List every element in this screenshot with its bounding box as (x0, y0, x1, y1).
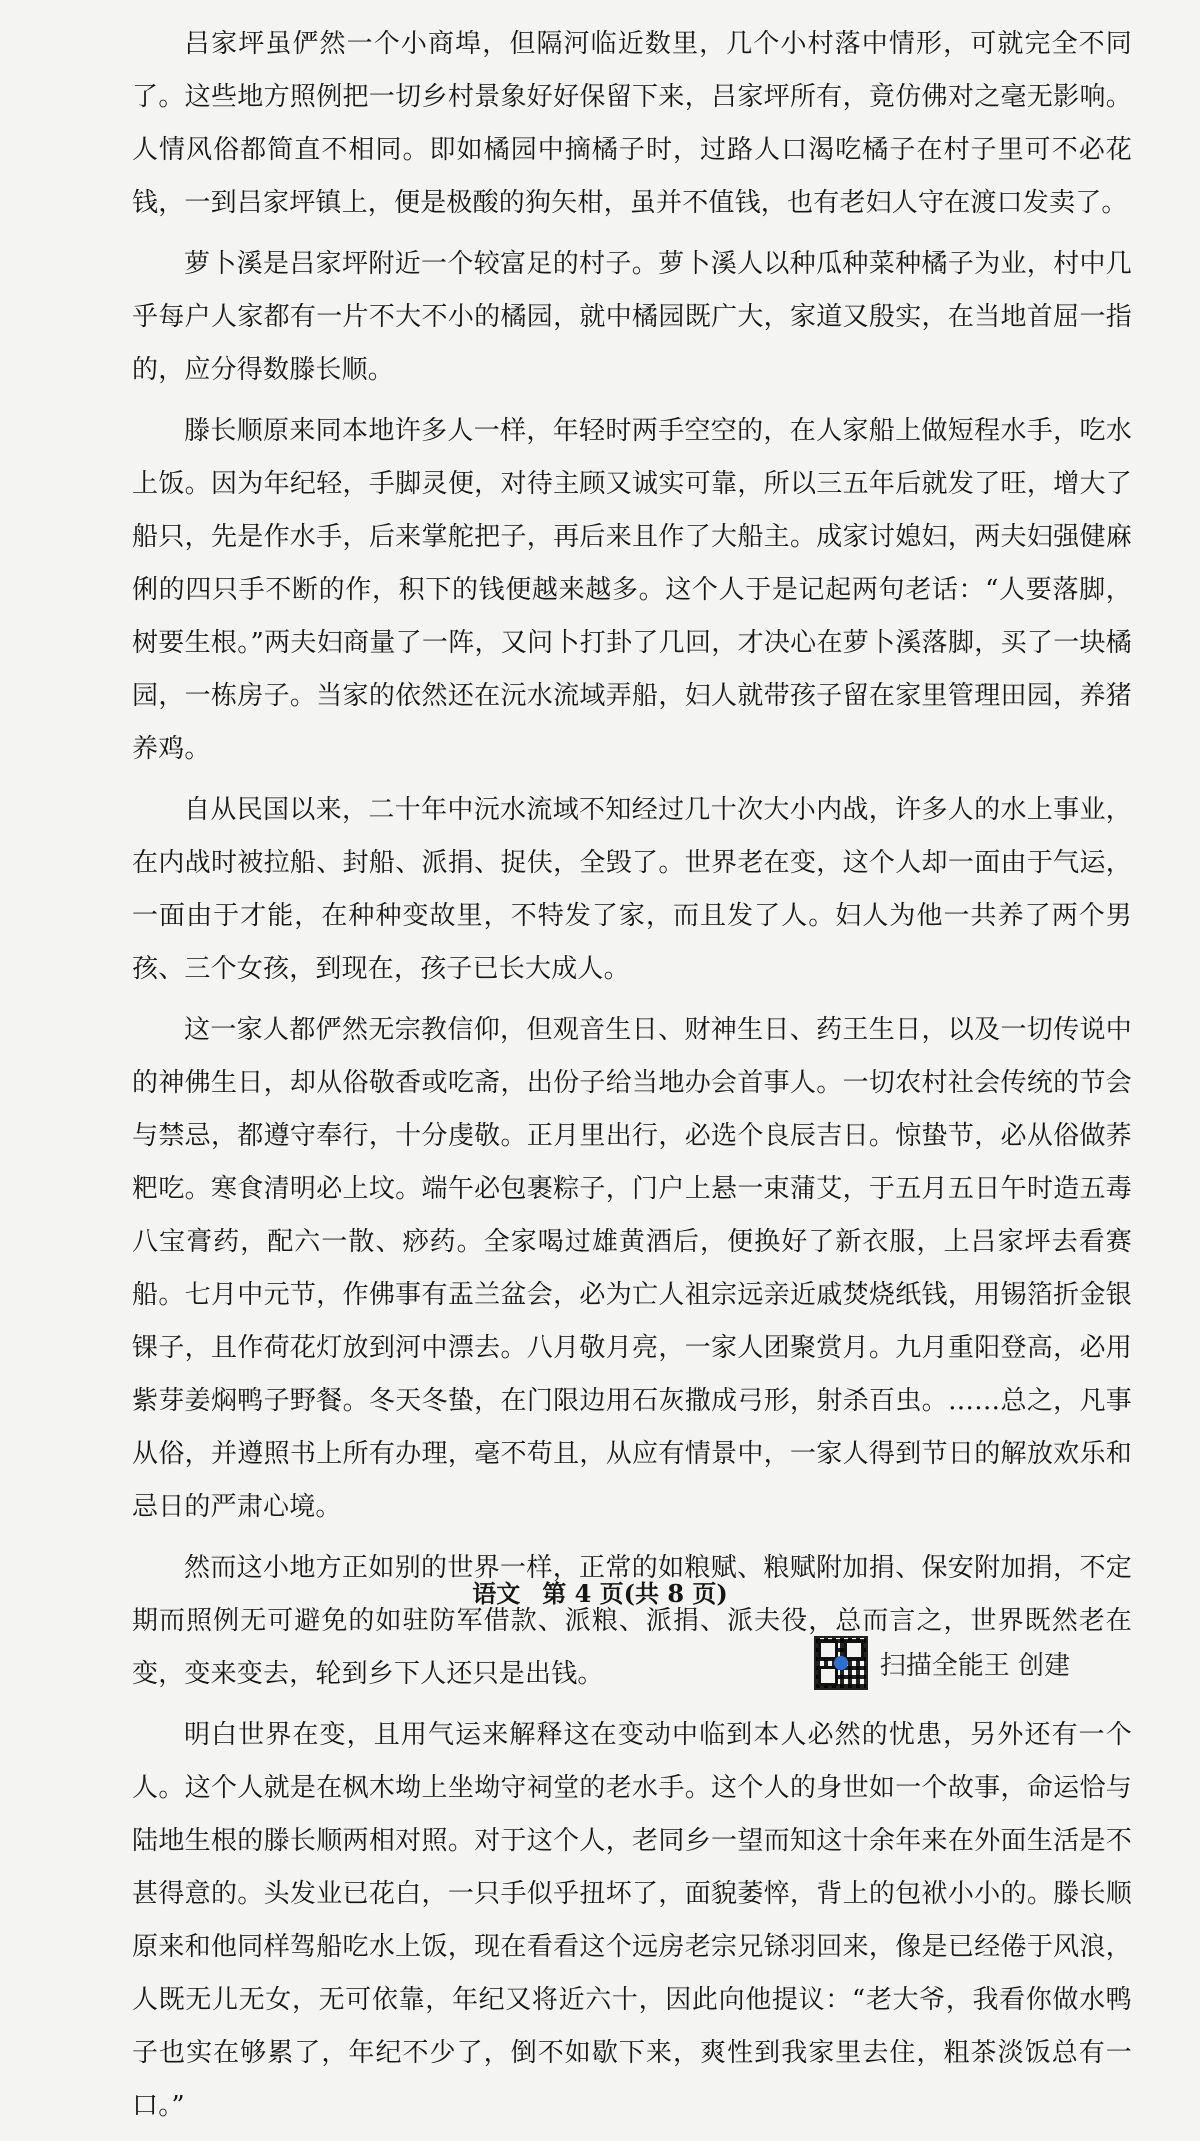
passage-text (132, 18, 1132, 2141)
page-footer (0, 1574, 1200, 1609)
paragraph-2: 萝卜溪是吕家坪附近一个较富足的村子。萝卜溪人以种瓜种菜种橘子为业，村中几乎每户人家都有一片不大不小的橘园，就中橘园既广大，家道又殷实，在当地首屈一指的，应分得数滕长顺。 (132, 249, 1132, 385)
paragraph-1: 吕家坪虽俨然一个小商埠，但隔河临近数里，几个小村落中情形，可就完全不同了。这些地方照例把一切乡村景象好好保留下来，吕家坪所有，竟仿佛对之毫无影响。人情风俗都简直不相同。即如橘园中摘橘子时，过路人口渴吃橘子在村子里可不必花钱，一到吕家坪镇上，便是极酸的狗矢柑，虽并不值钱，也有老妇人守在渡口发卖了。 (132, 29, 1132, 218)
paragraph-4: 自从民国以来，二十年中沅水流域不知经过几十次大小内战，许多人的水上事业，在内战时被拉船、封船、派捐、捉伕，全毁了。世界老在变，这个人却一面由于气运，一面由于才能，在种种变故里，不特发了家，而且发了人。妇人为他一共养了两个男孩、三个女孩，到现在，孩子已长大成人。 (132, 795, 1132, 984)
watermark-text: 扫描全能王 创建 (879, 1650, 1070, 1681)
paragraph-6: 然而这小地方正如别的世界一样，正常的如粮赋、粮赋附加捐、保安附加捐，不定期而照例无可避免的如驻防军借款、派粮、派捐、派夫役，总而言之，世界既然老在变，变来变去，轮到乡下人还只是出钱。 (132, 1553, 1132, 1689)
footer-page-number: 第 4 页(共 8 页) (542, 1579, 728, 1608)
paragraph-5: 这一家人都俨然无宗教信仰，但观音生日、财神生日、药王生日，以及一切传说中的神佛生日，却从俗敬香或吃斋，出份子给当地办会首事人。一切农村社会传统的节会与禁忌，都遵守奉行，十分虔敬。正月里出行，必选个良辰吉日。惊蛰节，必从俗做荞粑吃。寒食清明必上坟。端午必包裹粽子，门户上悬一束蒲艾，于五月五日午时造五毒八宝膏药，配六一散、痧药。全家喝过雄黄酒后，便换好了新衣服，上吕家坪去看赛船。七月中元节，作佛事有盂兰盆会，必为亡人祖宗远亲近戚焚烧纸钱，用锡箔折金银锞子，且作荷花灯放到河中漂去。八月敬月亮，一家人团聚赏月。九月重阳登高，必用紫芽姜焖鸭子野餐。冬天冬蛰，在门限边用石灰撒成弓形，射杀百虫。……总之，凡事从俗，并遵照书上所有办理，毫不苟且，从应有情景中，一家人得到节日的解放欢乐和忌日的严肃心境。 (132, 1015, 1132, 1522)
footer-subject: 语文 (472, 1579, 521, 1608)
qr-code-icon (814, 1636, 868, 1690)
paragraph-3: 滕长顺原来同本地许多人一样，年轻时两手空空的，在人家船上做短程水手，吃水上饭。因为年纪轻，手脚灵便，对待主顾又诚实可靠，所以三五年后就发了旺，增大了船只，先是作水手，后来掌舵把子，再后来且作了大船主。成家讨媳妇，两夫妇强健麻俐的四只手不断的作，积下的钱便越来越多。这个人于是记起两句老话：“人要落脚，树要生根。”两夫妇商量了一阵，又问卜打卦了几回，才决心在萝卜溪落脚，买了一块橘园，一栋房子。当家的依然还在沅水流域弄船，妇人就带孩子留在家里管理田园，养猪养鸡。 (132, 416, 1132, 764)
paragraph-7: 明白世界在变，且用气运来解释这在变动中临到本人必然的忧患，另外还有一个人。这个人就是在枫木坳上坐坳守祠堂的老水手。这个人的身世如一个故事，命运恰与陆地生根的滕长顺两相对照。对于这个人，老同乡一望而知这十余年来在外面生活是不甚得意的。头发业已花白，一只手似乎扭坏了，面貌萎悴，背上的包袱小小的。滕长顺原来和他同样驾船吃水上饭，现在看看这个远房老宗兄铩羽回来，像是已经倦于风浪，人既无儿无女，无可依靠，年纪又将近六十，因此向他提议：“老大爷，我看你做水鸭子也实在够累了，年纪不少了，倒不如歇下来，爽性到我家里去住，粗茶淡饭总有一口。” (132, 1720, 1132, 2121)
scanner-watermark (814, 1636, 1070, 1690)
